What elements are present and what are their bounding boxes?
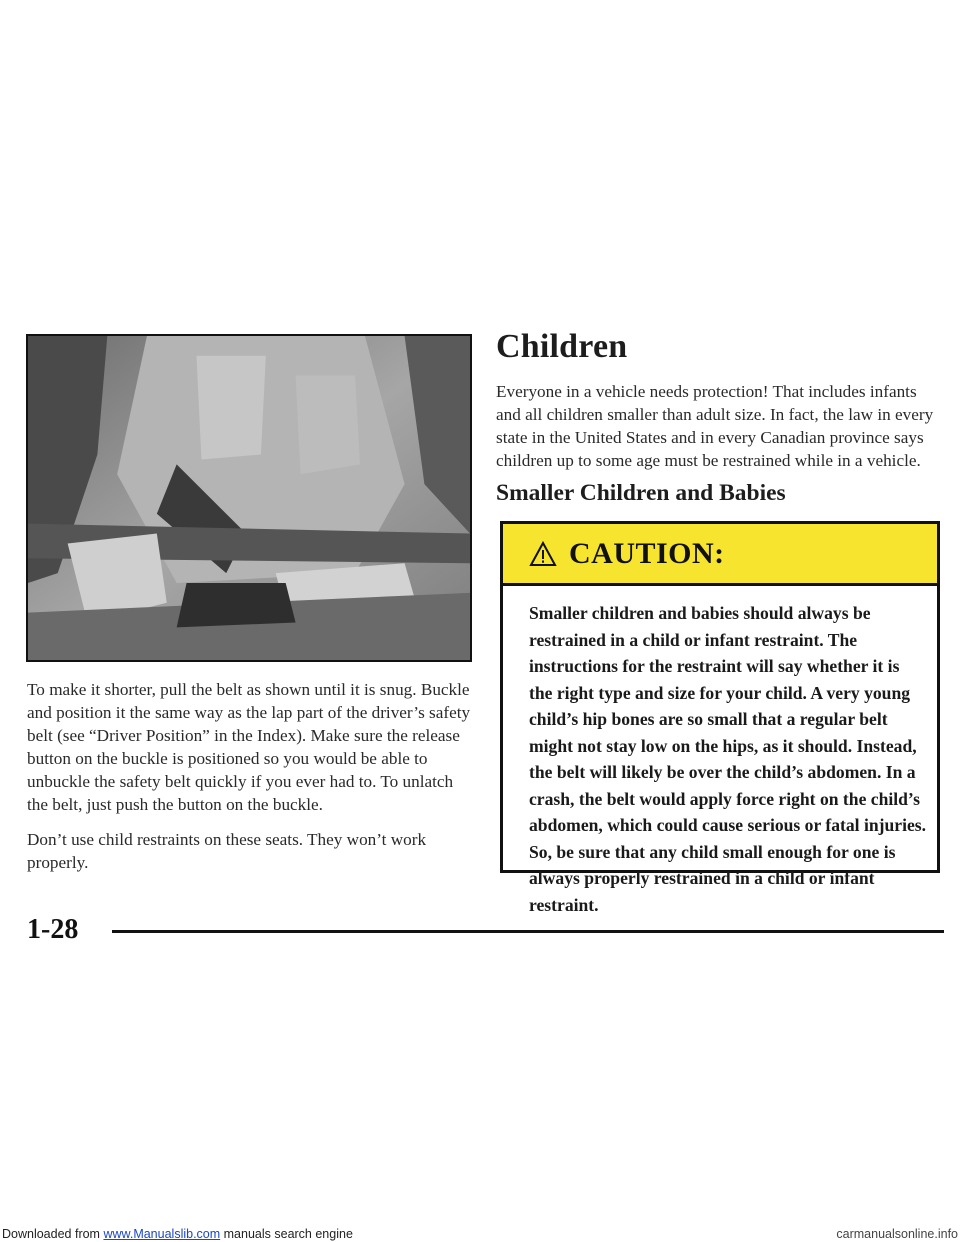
seatbelt-photo: [26, 334, 472, 662]
page-rule-divider: [112, 930, 944, 933]
caution-label: CAUTION:: [569, 536, 725, 570]
caution-body-text: Smaller children and babies should always be restrained in a child or infant restraint. The instructions for the restraint will say whether it is the right type and size for your child. A very young child’s hip bones are so small that a regular belt might not stay low on the hips, as it should. Instead, the belt will likely be over the child’s abdomen. In a crash, the belt would apply force right on the child’s abdomen, which could cause serious or fatal injuries. So, be sure that any child small enough for one is always properly restrained in a child or infant restraint.: [529, 603, 927, 915]
download-footer: [0, 1226, 960, 1242]
footer-watermark: carmanualsonline.info: [836, 1227, 958, 1241]
footer-prefix: Downloaded from: [2, 1227, 104, 1241]
footer-left: [0, 1227, 353, 1241]
paragraph-no-child-restraints: Don’t use child restraints on these seats. They won’t work properly.: [27, 830, 427, 872]
caution-header: [503, 524, 937, 586]
paragraph-shorten-belt: To make it shorter, pull the belt as shown until it is snug. Buckle and position it the same way as the lap part of the driver’s safety belt (see “Driver Position” in the Index). Make sure the release button on the buckle is positioned so you would be able to unbuckle the safety belt quickly if you ever had to. To unlatch the belt, just push the button on the buckle.: [27, 680, 471, 814]
page-number: 1-28: [27, 914, 79, 945]
manualslib-link[interactable]: www.Manualslib.com: [103, 1227, 221, 1241]
caution-box: [500, 521, 940, 915]
warning-triangle-icon: [529, 541, 557, 567]
subheading-smaller-children: Smaller Children and Babies: [496, 480, 786, 506]
footer-suffix: manuals search engine: [220, 1227, 353, 1241]
children-intro-paragraph: Everyone in a vehicle needs protection! That includes infants and all children smaller than adult size. In fact, the law in every state in the United States and in every Canadian province says children up to some age must be restrained while in a vehicle.: [496, 382, 934, 470]
section-heading-children: Children: [496, 328, 628, 365]
left-column-text: [27, 678, 475, 886]
